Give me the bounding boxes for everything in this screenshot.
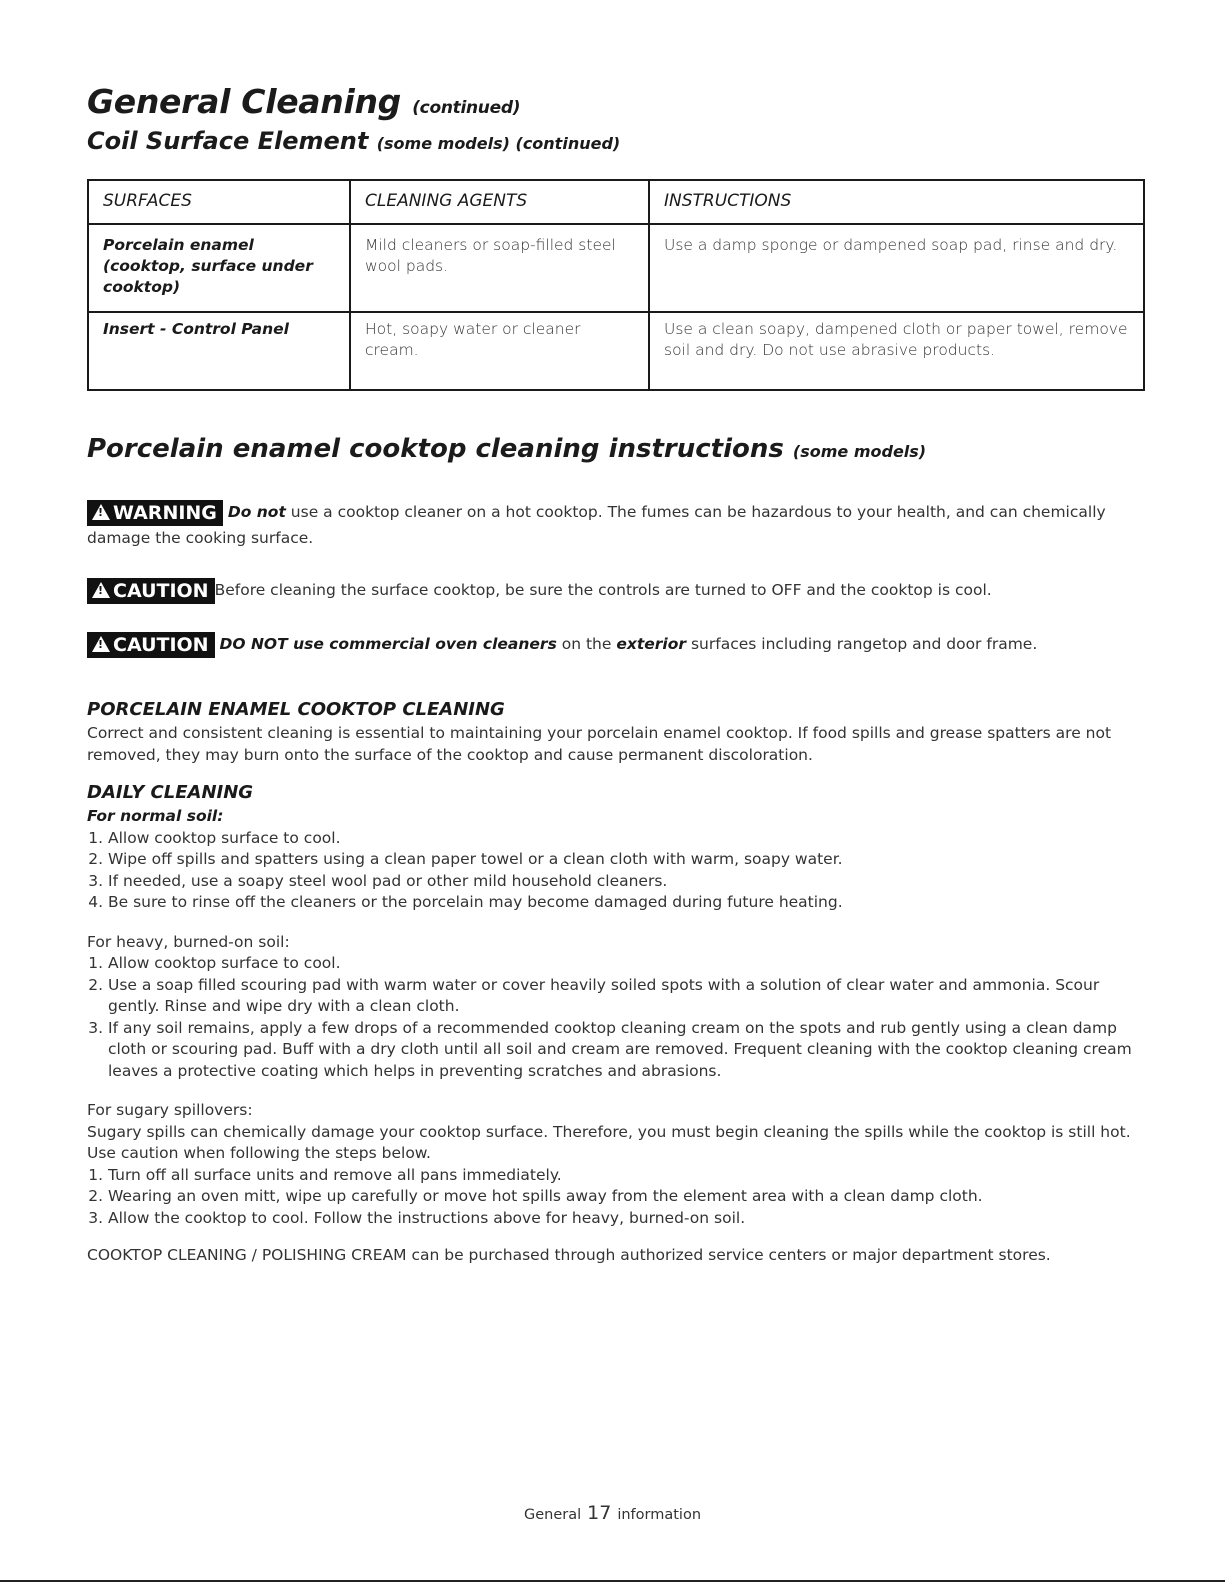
caution-notice-1 — [87, 578, 1147, 604]
porcelain-section-title: Porcelain enamel cooktop cleaning instructions (some models) — [87, 434, 927, 464]
warning-emphasis: Do not — [227, 503, 286, 521]
sugary-intro: Sugary spills can chemically damage your cooktop surface. Therefore, you must begin cleaning the spills while the cooktop is still hot. Use caution when following the steps below. — [87, 1122, 1131, 1162]
heavy-soil-heading: For heavy, burned-on soil: — [87, 932, 290, 951]
footer-left: General — [523, 1507, 582, 1523]
footer-right: information — [617, 1507, 702, 1523]
sugary-steps — [87, 1165, 1147, 1230]
caution-text-mid: on the — [561, 635, 612, 653]
page-footer — [0, 1502, 1225, 1524]
page-number: 17 — [587, 1502, 612, 1524]
table-cell-agent: Mild cleaners or soap-filled steel wool pads. — [350, 224, 649, 312]
caution-emphasis-exterior: exterior — [616, 635, 687, 653]
table-header-row — [88, 180, 1144, 224]
daily-cleaning-heading: DAILY CLEANING — [87, 782, 254, 803]
list-item: 4. Be sure to rinse off the cleaners or the porcelain may become damaged during future heating. — [108, 892, 1147, 914]
page-title-suffix: (continued) — [412, 98, 521, 118]
table-cell-surface: Insert - Control Panel — [88, 312, 350, 390]
list-item: 3. If any soil remains, apply a few drops of a recommended cooktop cleaning cream on the spots and rub gently using a clean damp cloth or scouring pad. Buff with a dry cloth until all soil and cream are removed. Frequent cleaning with the cooktop cleaning cream leaves a protective coating which helps in preventing scratches and abrasions. — [108, 1018, 1147, 1083]
caution-text: Before cleaning the surface cooktop, be sure the controls are turned to OFF and the cooktop is cool. — [214, 581, 992, 599]
caution-badge: !CAUTION — [87, 632, 215, 658]
cleaning-table — [87, 179, 1145, 391]
table-cell-instruction: Use a clean soapy, dampened cloth or paper towel, remove soil and dry. Do not use abrasive products. — [649, 312, 1144, 390]
bottom-rule — [0, 1580, 1225, 1582]
list-item: 2. Wearing an oven mitt, wipe up carefully or move hot spills away from the element area with a clean damp cloth. — [108, 1186, 1147, 1208]
caution-text: surfaces including rangetop and door frame. — [690, 635, 1038, 653]
normal-soil-heading: For normal soil: — [87, 807, 224, 825]
warning-triangle-icon — [92, 582, 110, 598]
caution-emphasis: DO NOT use commercial oven cleaners — [219, 635, 557, 653]
warning-text: use a cooktop cleaner on a hot cooktop. The fumes can be hazardous to your health, and can chemically damage the cooking surface. — [87, 503, 1106, 547]
list-item: 3. Allow the cooktop to cool. Follow the instructions above for heavy, burned-on soil. — [108, 1208, 1147, 1230]
caution-badge: !CAUTION — [87, 578, 215, 604]
sugary-heading: For sugary spillovers: — [87, 1101, 253, 1119]
caution-notice-2 — [87, 632, 1147, 658]
warning-notice — [87, 500, 1147, 550]
list-item: 1. Allow cooktop surface to cool. — [108, 828, 1147, 850]
closing-note: COOKTOP CLEANING / POLISHING CREAM can be purchased through authorized service centers or major department stores. — [87, 1246, 1051, 1264]
table-header-cell: SURFACES — [88, 180, 350, 224]
porcelain-section-title-suffix: (some models) — [792, 442, 927, 461]
list-item: 2. Use a soap filled scouring pad with warm water or cover heavily soiled spots with a solution of clear water and ammonia. Scour gently. Rinse and wipe dry with a clean cloth. — [108, 975, 1147, 1018]
table-header-cell: INSTRUCTIONS — [649, 180, 1144, 224]
table-cell-surface: Porcelain enamel (cooktop, surface under cooktop) — [88, 224, 350, 312]
warning-triangle-icon — [92, 636, 110, 652]
table-cell-instruction: Use a damp sponge or dampened soap pad, rinse and dry. — [649, 224, 1144, 312]
section-subtitle-suffix: (some models) (continued) — [376, 134, 621, 153]
section-subtitle: Coil Surface Element (some models) (continued) — [87, 127, 621, 155]
list-item: 1. Turn off all surface units and remove all pans immediately. — [108, 1165, 1147, 1187]
warning-badge: !WARNING — [87, 500, 223, 526]
cleaning-intro: Correct and consistent cleaning is essential to maintaining your porcelain enamel cooktop. If food spills and grease spatters are not removed, they may burn onto the surface of the cooktop and cause permanent discoloration. — [87, 724, 1112, 764]
table-cell-agent: Hot, soapy water or cleaner cream. — [350, 312, 649, 390]
page-title: General Cleaning (continued) — [87, 82, 521, 121]
table-header-cell: CLEANING AGENTS — [350, 180, 649, 224]
list-item: 1. Allow cooktop surface to cool. — [108, 953, 1147, 975]
table-row — [88, 224, 1144, 312]
warning-triangle-icon — [92, 504, 110, 520]
list-item: 3. If needed, use a soapy steel wool pad or other mild household cleaners. — [108, 871, 1147, 893]
normal-soil-steps — [87, 828, 1147, 914]
cleaning-content — [87, 697, 1147, 1267]
heavy-soil-steps — [87, 953, 1147, 1082]
table-row — [88, 312, 1144, 390]
list-item: 2. Wipe off spills and spatters using a clean paper towel or a clean cloth with warm, soapy water. — [108, 849, 1147, 871]
cleaning-heading: PORCELAIN ENAMEL COOKTOP CLEANING — [87, 699, 505, 720]
